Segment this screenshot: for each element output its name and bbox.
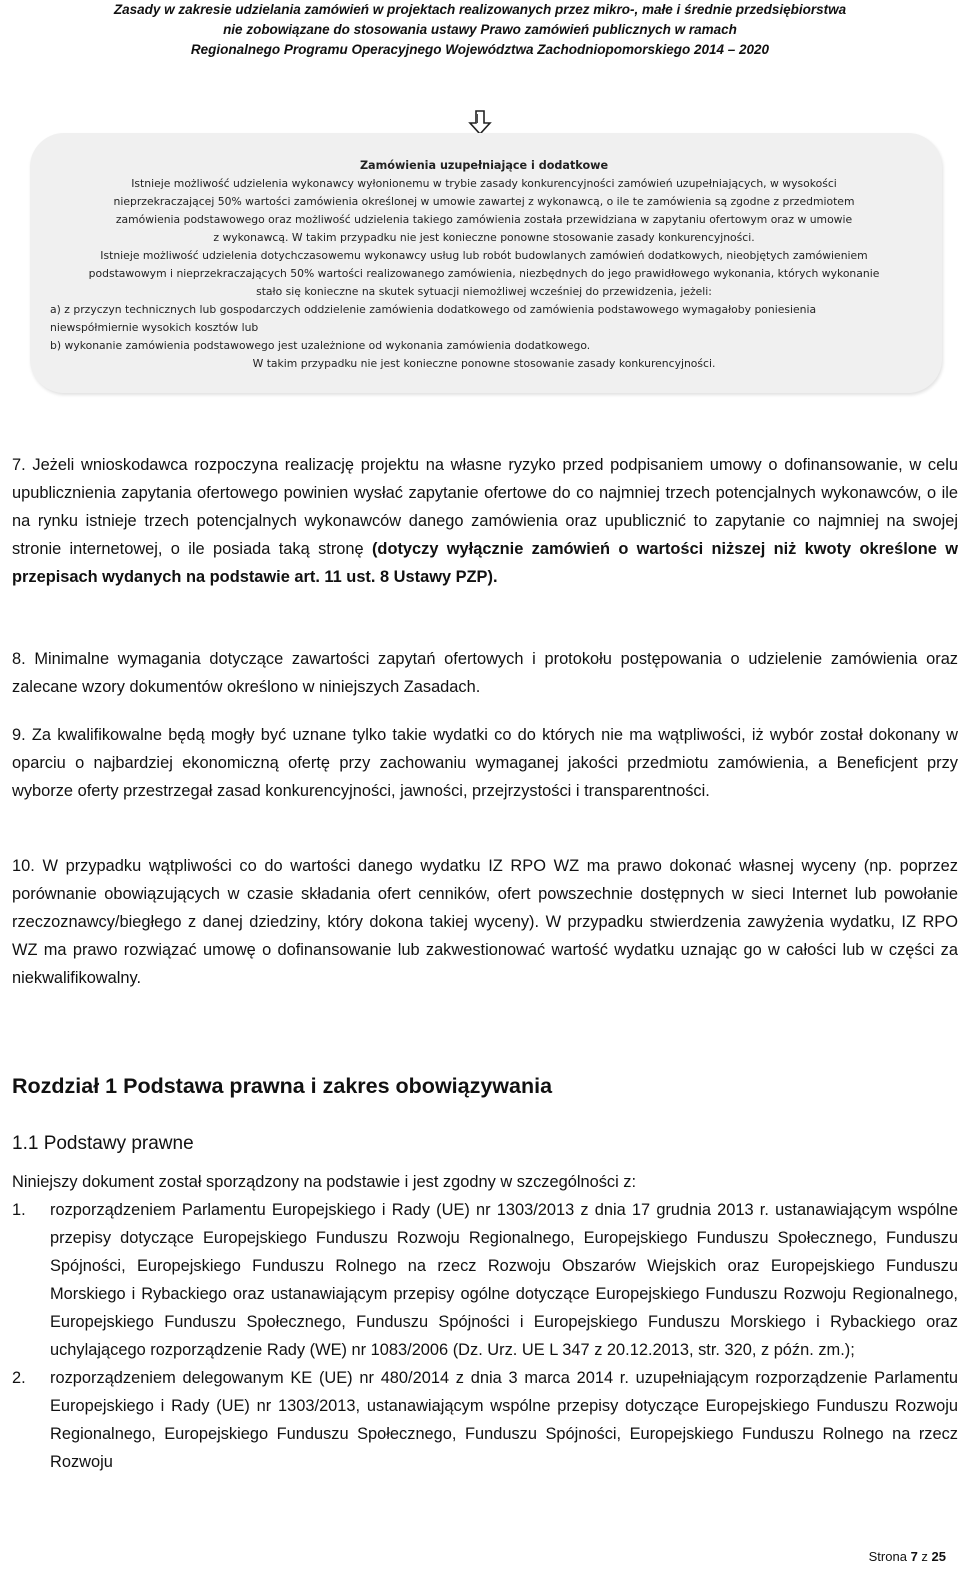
list-item-text: rozporządzeniem Parlamentu Europejskiego i Rady (UE) nr 1303/2013 z dnia 17 grudnia 2013 r. ustanawiającym wspólne przepisy dotyczące Europejskiego Funduszu Rozwoju Regionalnego, Europejskiego Funduszu Społecznego, Funduszu Spójności, Europejskiego Funduszu Rolnego na rzecz Rozwoju Obszarów Wiejskich oraz Europejskiego Funduszu Morskiego i Rybackiego oraz ustanawiającym przepisy ogólne dotyczące Europejskiego Funduszu Rozwoju Regionalnego, Europejskiego Funduszu Społecznego, Funduszu Spójności i Europejskiego Funduszu Morskiego i Rybackiego oraz uchylającego rozporządzenie Rady (WE) nr 1083/2006 (Dz. Urz. UE L 347 z 20.12.2013, str. 320, z późn. zm.);	[50, 1201, 958, 1359]
callout-item-a-cont: niewspółmiernie wysokich kosztów lub	[50, 321, 259, 334]
callout-p2-line: stało się konieczne na skutek sytuacji niemożliwej wcześniej do przewidzenia, jeżeli:	[256, 285, 712, 298]
callout-p2-line: podstawowym i nieprzekraczających 50% wartości realizowanego zamówienia, niezbędnych do jego prawidłowego wykonania, których wykonanie	[88, 267, 880, 280]
paragraph-7	[12, 451, 958, 591]
paragraph-9	[12, 721, 958, 805]
header-line-1: Zasady w zakresie udzielania zamówień w projektach realizowanych przez mikro-, małe i średnie przedsiębiorstwa	[113, 2, 847, 17]
callout-title: Zamówienia uzupełniające i dodatkowe	[359, 159, 609, 172]
callout-p1-line: nieprzekraczającej 50% wartości zamówienia określonej w umowie zawartej z wykonawcą, o ile te zamówienia są zgodne z przedmiotem	[113, 195, 855, 208]
list-item	[12, 1364, 958, 1476]
header-line-2: nie zobowiązane do stosowania ustawy Prawo zamówień publicznych w ramach	[223, 22, 737, 37]
paragraph-7-text: 7. Jeżeli wnioskodawca rozpoczyna realizację projektu na własne ryzyko przed podpisaniem umowy o dofinansowanie, w celu upublicznienia zapytania ofertowego powinien wysłać zapytanie ofertowe do co najmniej trzech potencjalnych wykonawców, o ile na rynku istnieje trzech potencjalnych wykonawców danego zamówienia oraz upublicznić to zapytanie co najmniej na swojej stronie internetowej, o ile posiada taką stronę	[12, 456, 958, 558]
footer-prefix: Strona	[868, 1549, 911, 1564]
footer-total-pages: 25	[931, 1549, 946, 1564]
paragraph-8-text: 8. Minimalne wymagania dotyczące zawartości zapytań ofertowych i protokołu postępowania o udzielenie zamówienia oraz zalecane wzory dokumentów określono w niniejszych Zasadach.	[12, 650, 958, 696]
callout-p1-line: z wykonawcą. W takim przypadku nie jest konieczne ponowne stosowanie zasady konkurencyjności.	[213, 231, 755, 244]
list-item-number: 1.	[12, 1201, 26, 1219]
paragraph-7-bold: (dotyczy wyłącznie zamówień o wartości niższej niż kwoty określone w przepisach wydanych na podstawie art. 11 ust. 8 Ustawy PZP).	[12, 540, 958, 586]
header-line-3: Regionalnego Programu Operacyjnego Województwa Zachodniopomorskiego 2014 – 2020	[190, 42, 770, 57]
page-header	[0, 0, 960, 60]
callout-p2-line: Istnieje możliwość udzielenia dotychczasowemu wykonawcy usług lub robót budowlanych zamówień dodatkowych, nieobjętych zamówieniem	[100, 249, 868, 262]
callout-item-b: b) wykonanie zamówienia podstawowego jest uzależnione od wykonania zamówienia dodatkowego.	[50, 339, 591, 352]
callout-p1-line: zamówienia podstawowego oraz możliwość udzielenia takiego zamówienia została przewidziana w zapytaniu ofertowym oraz w umowie	[115, 213, 853, 226]
list-item	[12, 1196, 958, 1364]
callout-closing: W takim przypadku nie jest konieczne ponowne stosowanie zasady konkurencyjności.	[252, 357, 716, 370]
callout-item-a: a) z przyczyn technicznych lub gospodarczych oddzielenie zamówienia dodatkowego od zamówienia podstawowego wymagałoby poniesienia	[50, 303, 817, 316]
paragraph-8	[12, 645, 958, 701]
page-footer	[869, 1549, 946, 1564]
chapter-heading: Rozdział 1 Podstawa prawna i zakres obowiązywania	[12, 1074, 553, 1098]
footer-page-number: 7	[910, 1549, 918, 1564]
callout-box	[30, 133, 942, 393]
paragraph-10-text: 10. W przypadku wątpliwości co do wartości danego wydatku IZ RPO WZ ma prawo dokonać własnej wyceny (np. poprzez porównanie obowiązujących w czasie składania ofert cenników, ofert powszechnie dostępnych w sieci Internet lub powołanie rzeczoznawcy/biegłego z danej dziedziny, który dokona takiej wyceny). W przypadku stwierdzenia zawyżenia wydatku, IZ RPO WZ ma prawo rozwiązać umowę o dofinansowanie lub zakwestionować wartość wydatku uznając go w całości lub w części za niekwalifikowalny.	[12, 857, 958, 987]
footer-mid: z	[917, 1549, 932, 1564]
intro-text: Niniejszy dokument został sporządzony na podstawie i jest zgodny w szczególności z:	[12, 1173, 637, 1191]
legal-basis-list	[12, 1196, 958, 1476]
paragraph-9-text: 9. Za kwalifikowalne będą mogły być uznane tylko takie wydatki co do których nie ma wątpliwości, iż wybór został dokonany w oparciu o najbardziej ekonomiczną ofertę przy zachowaniu wymaganej jakości przedmiotu zamówienia, a Beneficjent przy wyborze oferty przestrzegał zasad konkurencyjności, jawności, przejrzystości i transparentności.	[12, 726, 958, 800]
paragraph-10	[12, 852, 958, 992]
list-item-number: 2.	[12, 1369, 26, 1387]
callout-p1-line: Istnieje możliwość udzielenia wykonawcy wyłonionemu w trybie zasady konkurencyjności zamówień uzupełniających, w wysokości	[131, 177, 837, 190]
list-item-text: rozporządzeniem delegowanym KE (UE) nr 480/2014 z dnia 3 marca 2014 r. uzupełniającym rozporządzenie Parlamentu Europejskiego i Rady (UE) nr 1303/2013, ustanawiającym wspólne przepisy dotyczące Europejskiego Funduszu Rozwoju Regionalnego, Europejskiego Funduszu Społecznego, Funduszu Spójności, Europejskiego Funduszu Rolnego na rzecz Rozwoju	[50, 1369, 958, 1471]
section-heading: 1.1 Podstawy prawne	[12, 1133, 194, 1154]
